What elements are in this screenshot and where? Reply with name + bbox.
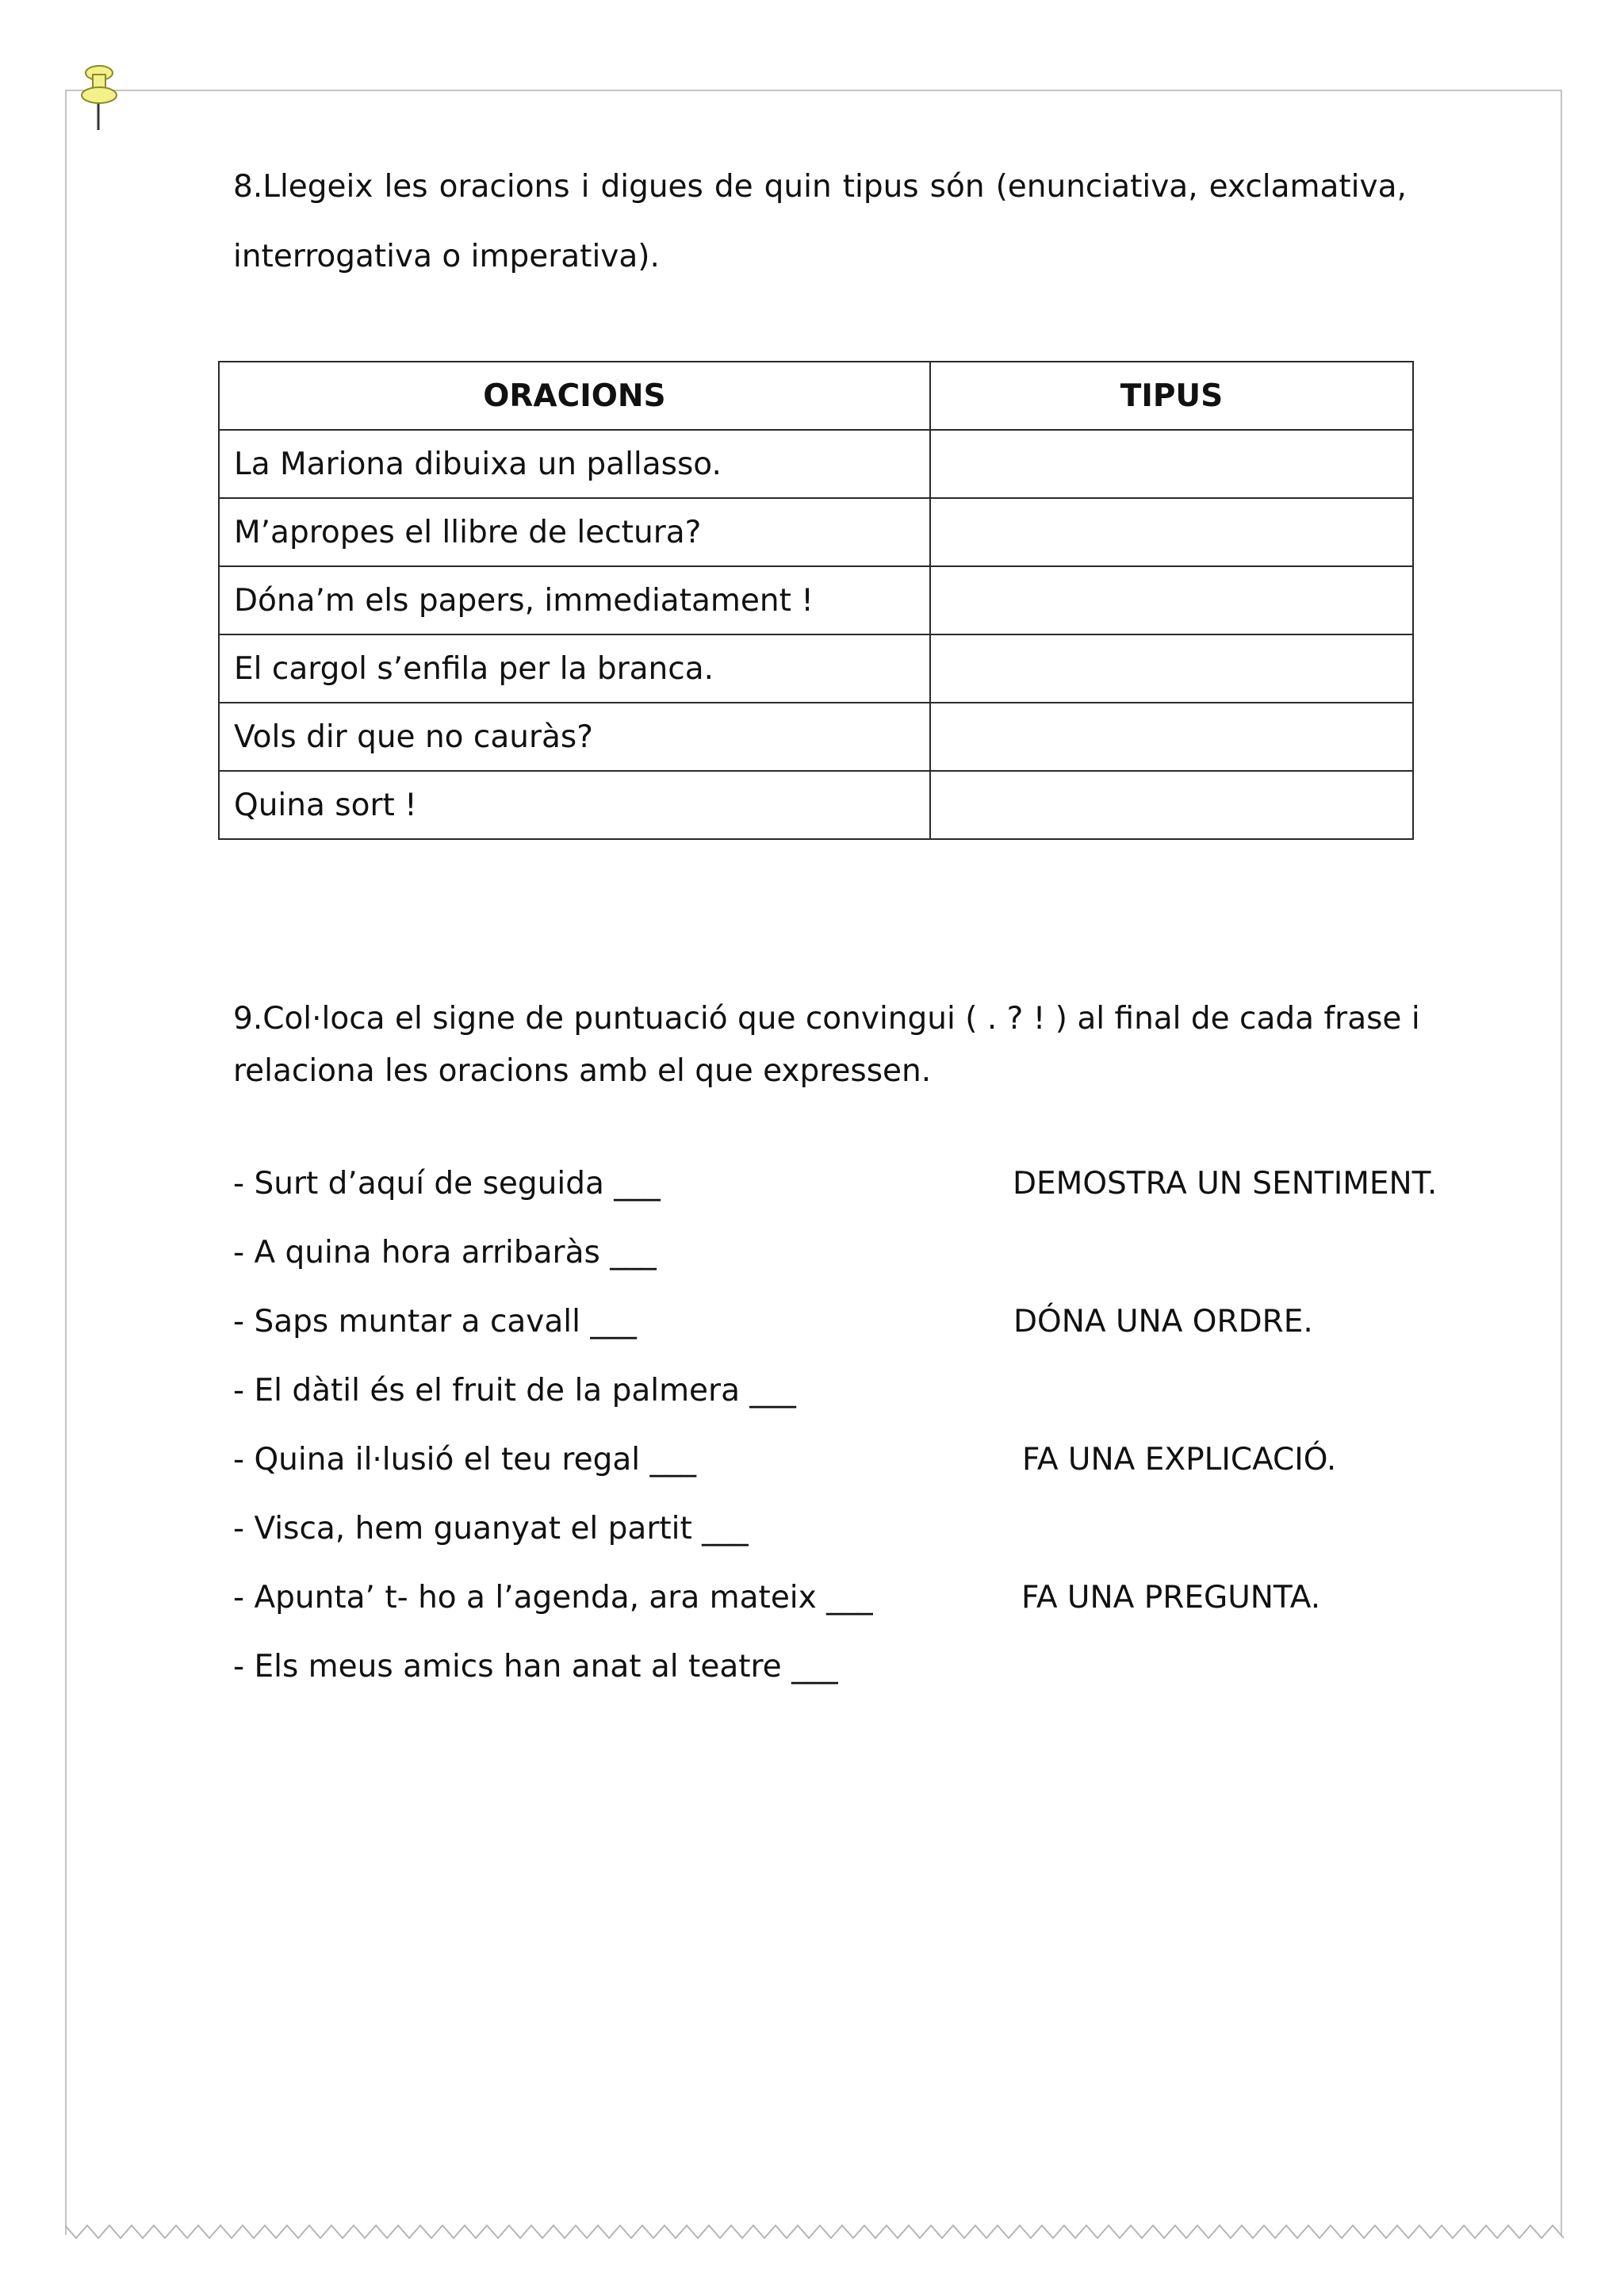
q8-word: de	[714, 169, 753, 205]
question-9-line-1: 9.Col·loca el signe de puntuació que convingui ( . ? ! ) al final de cada frase i	[233, 1001, 1420, 1037]
type-answer-cell[interactable]	[930, 566, 1413, 634]
table-row	[219, 430, 1413, 498]
sentence-type-table	[218, 361, 1414, 840]
question-8-line-1	[233, 152, 1407, 222]
sentence-cell: M’apropes el llibre de lectura?	[219, 498, 930, 566]
type-answer-cell[interactable]	[930, 430, 1413, 498]
question-9-line-2: relaciona les oracions amb el que expressen.	[233, 1053, 932, 1089]
expression-label: DEMOSTRA UN SENTIMENT.	[1013, 1166, 1438, 1202]
q8-word: tipus	[842, 169, 919, 205]
sentence-cell: El cargol s’enfila per la branca.	[219, 634, 930, 703]
list-item: - Apunta’ t- ho a l’agenda, ara mateix ___	[233, 1580, 873, 1616]
table-row	[219, 771, 1413, 839]
table-row	[219, 566, 1413, 634]
list-item: - A quina hora arribaràs ___	[233, 1235, 657, 1271]
list-item: - Saps muntar a cavall ___	[233, 1304, 637, 1340]
q8-word: (enunciativa,	[995, 169, 1198, 205]
expression-label: DÓNA UNA ORDRE.	[1013, 1304, 1313, 1340]
q8-word: quin	[764, 169, 832, 205]
type-answer-cell[interactable]	[930, 498, 1413, 566]
sentence-cell: Quina sort !	[219, 771, 930, 839]
header-tipus: TIPUS	[930, 362, 1413, 430]
list-item: - Surt d’aquí de seguida ___	[233, 1166, 661, 1202]
type-answer-cell[interactable]	[930, 634, 1413, 703]
q8-word: i	[580, 169, 590, 205]
table-row	[219, 703, 1413, 771]
q8-word: digues	[600, 169, 703, 205]
question-9	[233, 993, 1438, 1098]
header-oracions: ORACIONS	[219, 362, 930, 430]
sentence-cell: Dóna’m els papers, immediatament !	[219, 566, 930, 634]
expression-label: FA UNA PREGUNTA.	[1021, 1580, 1321, 1616]
q8-word: les	[384, 169, 428, 205]
type-answer-cell[interactable]	[930, 771, 1413, 839]
table-row	[219, 634, 1413, 703]
q8-word: són	[929, 169, 985, 205]
table-row	[219, 498, 1413, 566]
sentence-cell: La Mariona dibuixa un pallasso.	[219, 430, 930, 498]
q8-word: exclamativa,	[1208, 169, 1407, 205]
type-answer-cell[interactable]	[930, 703, 1413, 771]
list-item: - Visca, hem guanyat el partit ___	[233, 1511, 749, 1547]
list-item: - Els meus amics han anat al teatre ___	[233, 1649, 838, 1685]
question-8	[233, 152, 1407, 292]
list-item: - El dàtil és el fruit de la palmera ___	[233, 1373, 796, 1409]
torn-edge	[65, 2221, 1564, 2244]
q8-word: 8.Llegeix	[233, 169, 373, 205]
list-item: - Quina il·lusió el teu regal ___	[233, 1442, 696, 1478]
question-8-line-2: interrogativa o imperativa).	[233, 239, 660, 274]
sentence-cell: Vols dir que no cauràs?	[219, 703, 930, 771]
expression-label: FA UNA EXPLICACIÓ.	[1022, 1442, 1337, 1478]
pushpin-icon	[75, 62, 123, 133]
table-header-row	[219, 362, 1413, 430]
q8-word: oracions	[439, 169, 570, 205]
